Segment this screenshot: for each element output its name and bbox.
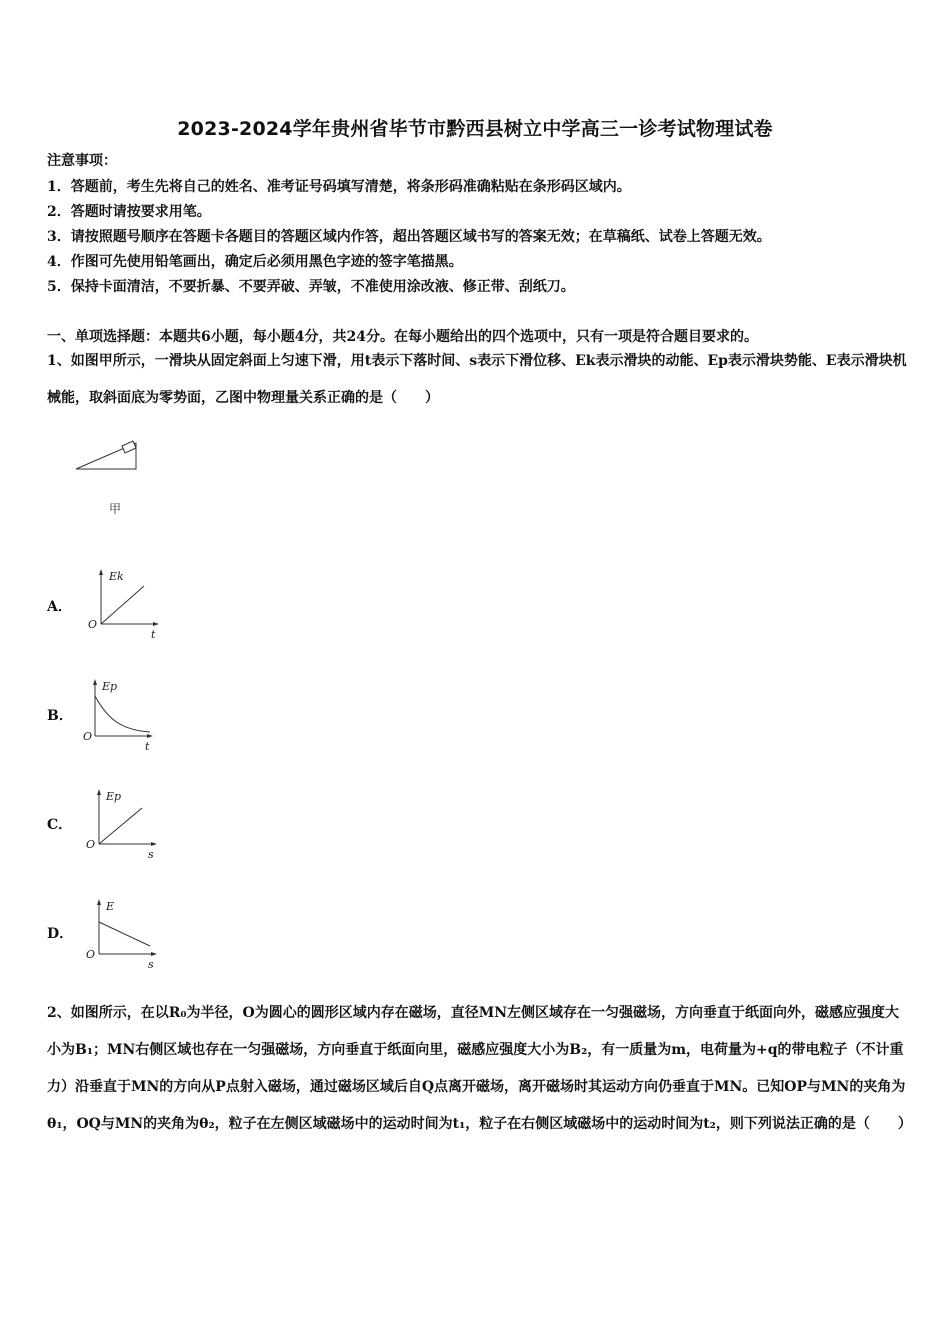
x-axis-label: s xyxy=(148,958,154,971)
page-title: 2023-2024学年贵州省毕节市黔西县树立中学高三一诊考试物理试卷 xyxy=(177,118,773,140)
option-label: B． xyxy=(47,708,73,724)
option-label: D． xyxy=(47,926,74,942)
notice-item: 3．请按照题号顺序在答题卡各题目的答题区域内作答，超出答题区域书写的答案无效；在草稿纸、试卷上答题无效。 xyxy=(47,229,771,245)
y-axis-label: Ek xyxy=(109,570,124,583)
incline-figure xyxy=(72,433,142,473)
question-1-text: 1、如图甲所示，一滑块从固定斜面上匀速下滑，用t表示下落时间、s表示下滑位移、Ek表示滑块的动能、Ep表示滑块势能、E表示滑块机械能，取斜面底为零势面，乙图中物理量关系正确的是（ ） xyxy=(47,353,907,406)
origin-label: O xyxy=(86,838,96,851)
y-axis-label: Ep xyxy=(106,790,122,803)
origin-label: O xyxy=(86,948,96,961)
question-2-text: 2、如图所示，在以R₀为半径，O为圆心的圆形区域内存在磁场，直径MN左侧区域存在一匀强磁场，方向垂直于纸面向外，磁感应强度大小为B₁；MN右侧区域也存在一匀强磁场，方向垂直于纸面向里，磁感应强度大小为B₂，有一质量为m，电荷量为+q的带电粒子（不计重力）沿垂直于MN的方向从P点射入磁场，通过磁场区域后自Q点离开磁场，离开磁场时其运动方向仍垂直于MN。已知OP与MN的夹角为θ₁，OQ与MN的夹角为θ₂，粒子在左侧区域磁场中的运动时间为t₁，粒子在右侧区域磁场中的运动时间为t₂，则下列说法正确的是（ ） xyxy=(47,1005,912,1132)
notice-item: 2．答题时请按要求用笔。 xyxy=(47,204,211,220)
graph-option-d xyxy=(84,896,164,972)
y-axis-label: E xyxy=(106,900,115,913)
origin-label: O xyxy=(83,730,93,743)
x-axis-label: t xyxy=(145,740,150,752)
origin-label: O xyxy=(88,618,98,631)
graph-option-c xyxy=(84,786,164,862)
figure-caption: 甲 xyxy=(109,502,122,516)
section-heading: 一、单项选择题：本题共6小题，每小题4分，共24分。在每小题给出的四个选项中，只有一项是符合题目要求的。 xyxy=(47,329,758,345)
option-label: A． xyxy=(47,599,72,615)
notice-item: 1．答题前，考生先将自己的姓名、准考证号码填写清楚，将条形码准确粘贴在条形码区域内。 xyxy=(47,179,631,195)
notice-item: 4．作图可先使用铅笔画出，确定后必须用黑色字迹的签字笔描黑。 xyxy=(47,254,463,270)
graph-option-a xyxy=(84,566,164,642)
graph-option-b xyxy=(80,676,160,752)
notice-item: 5．保持卡面清洁，不要折暴、不要弄破、弄皱，不准使用涂改液、修正带、刮纸刀。 xyxy=(47,279,575,295)
notice-heading: 注意事项： xyxy=(47,153,117,169)
x-axis-label: t xyxy=(151,628,156,641)
option-label: C． xyxy=(47,817,73,833)
x-axis-label: s xyxy=(148,848,154,861)
y-axis-label: Ep xyxy=(102,680,118,693)
